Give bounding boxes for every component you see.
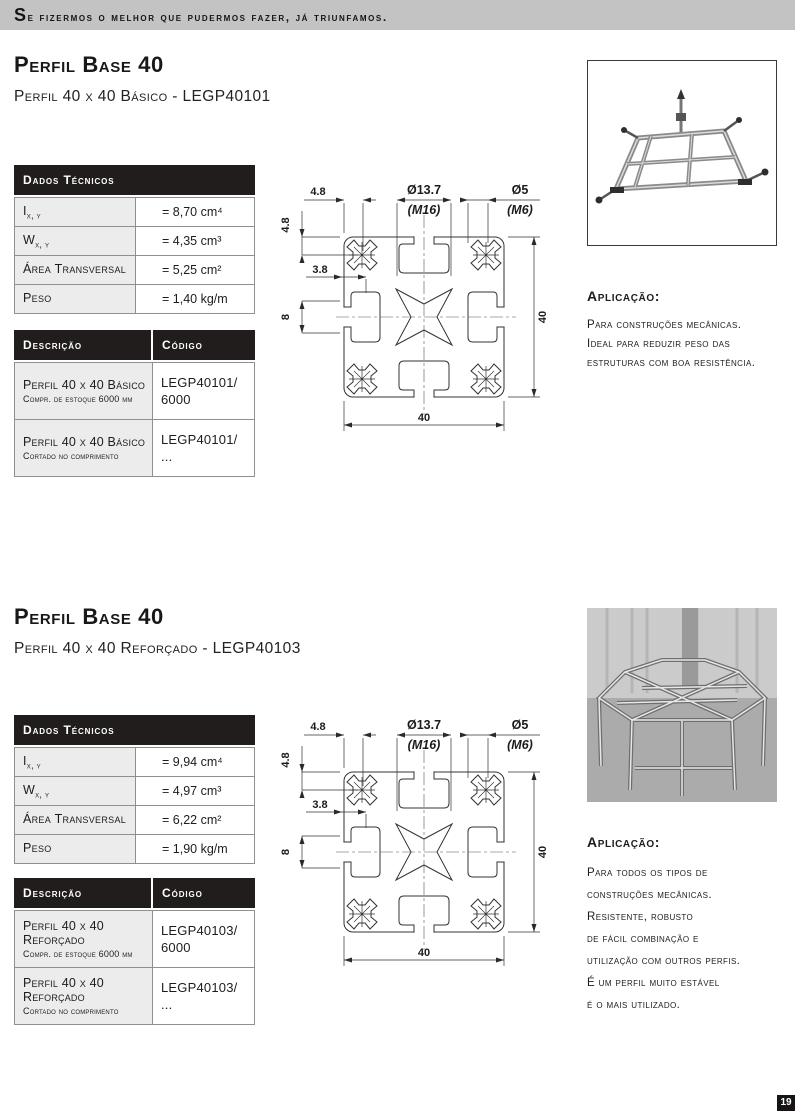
application-text-line: estruturas com boa resistência. — [587, 357, 756, 369]
property-label: $W_{x, y}$ — [15, 227, 136, 256]
svg-text:8: 8 — [280, 313, 292, 321]
product-description: Perfil 40 x 40 Reforçado Cortado no comprimento — [15, 968, 153, 1025]
section2-technical-data-table — [14, 715, 255, 864]
section1-subtitle: Perfil 40 x 40 Básico - LEGP40101 — [14, 88, 271, 105]
section2-subtitle: Perfil 40 x 40 Reforçado - LEGP40103 — [14, 640, 301, 657]
application-text-line: é o mais utilizado. — [587, 999, 681, 1011]
application-text-line: Resistente, robusto — [587, 911, 694, 923]
property-label: Área Transversal — [15, 256, 136, 285]
table-row — [15, 806, 255, 835]
table-row — [15, 420, 255, 477]
svg-text:4.8: 4.8 — [310, 186, 326, 198]
property-value: = 1,90 kg/m — [136, 835, 255, 864]
section1-description-table — [14, 330, 255, 477]
table-row — [15, 256, 255, 285]
svg-text:Ø13.7: Ø13.7 — [406, 718, 442, 732]
section1-title: Perfil Base 40 — [14, 52, 164, 77]
svg-text:4.8: 4.8 — [310, 721, 326, 733]
svg-text:(M16): (M16) — [407, 738, 441, 752]
table-row — [15, 198, 255, 227]
svg-text:3.8: 3.8 — [312, 264, 328, 276]
product-description: Perfil 40 x 40 Básico Compr. de estoque 6000 mm — [15, 363, 153, 420]
product-photo-octagonal-table — [587, 608, 777, 802]
table-header: Dados Técnicos — [14, 715, 255, 745]
column-header-description: Descrição — [14, 330, 151, 360]
section2-application — [587, 834, 793, 1016]
table-row — [15, 835, 255, 864]
application-text-line: Ideal para reduzir peso das — [587, 338, 731, 350]
photo-sketch — [588, 61, 774, 243]
section2-title: Perfil Base 40 — [14, 604, 164, 629]
section2-description-table — [14, 878, 255, 1025]
product-photo-frame-fixture — [587, 60, 777, 246]
table-row — [15, 777, 255, 806]
profile-cross-section-drawing — [278, 181, 563, 446]
application-heading: Aplicação: — [587, 834, 660, 850]
table-header: Dados Técnicos — [14, 165, 255, 195]
property-value: = 6,22 cm² — [136, 806, 255, 835]
svg-text:40: 40 — [537, 310, 549, 324]
product-description: Perfil 40 x 40 Básico Cortado no comprimento — [15, 420, 153, 477]
application-text-line: É um perfil muito estável — [587, 977, 720, 989]
column-header-description: Descrição — [14, 878, 151, 908]
product-code: LEGP40103/ ... — [153, 968, 255, 1025]
application-text-line: utilização com outros perfis. — [587, 955, 741, 967]
product-description: Perfil 40 x 40 Reforçado Compr. de estoque 6000 mm — [15, 911, 153, 968]
svg-text:3.8: 3.8 — [312, 799, 328, 811]
photo-sketch — [587, 608, 777, 802]
section1-application — [587, 288, 793, 373]
svg-text:(M6): (M6) — [507, 203, 533, 217]
property-value: = 4,97 cm³ — [136, 777, 255, 806]
svg-text:Ø13.7: Ø13.7 — [406, 183, 442, 197]
svg-text:4.8: 4.8 — [280, 217, 292, 233]
banner-quote: Se fizermos o melhor que pudermos fazer, já triunfamos. — [14, 5, 388, 25]
table-row — [15, 285, 255, 314]
svg-text:(M6): (M6) — [507, 738, 533, 752]
property-value: = 9,94 cm⁴ — [136, 748, 255, 777]
product-code: LEGP40101/ ... — [153, 420, 255, 477]
table-row — [15, 748, 255, 777]
property-label: Peso — [15, 835, 136, 864]
application-text-line: de fácil combinação e — [587, 933, 699, 945]
table-row — [15, 968, 255, 1025]
page-number-badge: 19 — [777, 1095, 795, 1111]
svg-text:Ø5: Ø5 — [511, 183, 529, 197]
page-header-banner — [0, 0, 795, 30]
property-label: $I_{x, y}$ — [15, 198, 136, 227]
svg-text:(M16): (M16) — [407, 203, 441, 217]
profile-cross-section-drawing — [278, 716, 563, 981]
column-header-code: Código — [153, 330, 255, 360]
property-label: Peso — [15, 285, 136, 314]
product-code: LEGP40101/ 6000 — [153, 363, 255, 420]
property-value: = 1,40 kg/m — [136, 285, 255, 314]
section1-technical-data-table — [14, 165, 255, 314]
svg-text:40: 40 — [537, 845, 549, 859]
property-value: = 4,35 cm³ — [136, 227, 255, 256]
product-code: LEGP40103/ 6000 — [153, 911, 255, 968]
application-text-line: construções mecânicas. — [587, 889, 712, 901]
svg-text:Ø5: Ø5 — [511, 718, 529, 732]
application-text-line: Para todos os tipos de — [587, 867, 708, 879]
property-label: $W_{x, y}$ — [15, 777, 136, 806]
application-heading: Aplicação: — [587, 288, 660, 304]
table-row — [15, 227, 255, 256]
property-value: = 8,70 cm⁴ — [136, 198, 255, 227]
svg-text:8: 8 — [280, 848, 292, 856]
table-row — [15, 911, 255, 968]
property-label: Área Transversal — [15, 806, 136, 835]
svg-text:40: 40 — [417, 412, 431, 424]
svg-text:40: 40 — [417, 947, 431, 959]
application-text-line: Para construções mecânicas. — [587, 319, 742, 331]
table-row — [15, 363, 255, 420]
property-value: = 5,25 cm² — [136, 256, 255, 285]
property-label: $I_{x, y}$ — [15, 748, 136, 777]
svg-text:4.8: 4.8 — [280, 752, 292, 768]
column-header-code: Código — [153, 878, 255, 908]
